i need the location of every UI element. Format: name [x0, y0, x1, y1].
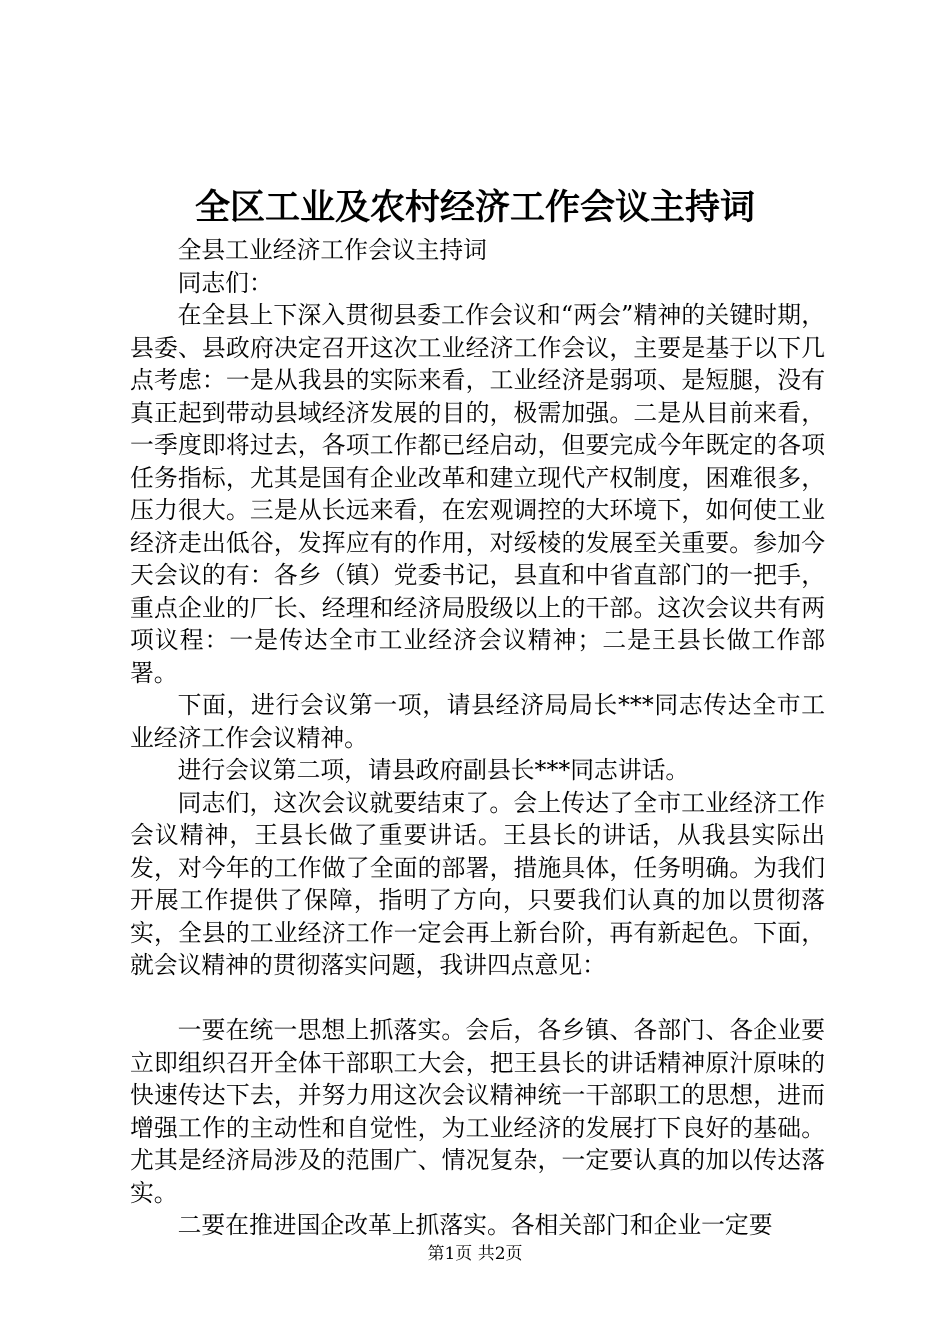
salutation-paragraph: 同志们： [177, 268, 273, 297]
paragraph-spacer [130, 982, 825, 1015]
body-paragraph: 在全县上下深入贯彻县委工作会议和“两会”精神的关键时期，县委、县政府决定召开这次工业经济工作会议，主要是基于以下几点考虑：一是从我县的实际来看，工业经济是弱项、是短腿，没有真正起到带动县域经济发展的目的，极需加强。二是从目前来看，一季度即将过去，各项工作都已经启动，但要完成今年既定的各项任务指标，尤其是国有企业改革和建立现代产权制度，困难很多，压力很大。三是从长远来看，在宏观调控的大环境下，如何使工业经济走出低谷，发挥应有的作用，对绥棱的发展至关重要。参加今天会议的有：各乡（镇）党委书记，县直和中省直部门的一把手，重点企业的厂长、经理和经济局股级以上的干部。这次会议共有两项议程：一是传达全市工业经济会议精神；二是王县长做工作部署。 [130, 301, 825, 687]
page-number-footer: 第1页 共2页 [427, 1244, 523, 1264]
body-paragraph: 二要在推进国企改革上抓落实。各相关部门和企业一定要 [177, 1211, 773, 1239]
body-paragraph: 进行会议第二项，请县政府副县长***同志讲话。 [177, 756, 690, 784]
body-paragraph: 一要在统一思想上抓落实。会后，各乡镇、各部门、各企业要立即组织召开全体干部职工大会，把王县长的讲话精神原汁原味的快速传达下去，并努力用这次会议精神统一干部职工的思想，进而增强工作的主动性和自觉性，为工业经济的发展打下良好的基础。尤其是经济局涉及的范围广、情况复杂，一定要认真的加以传达落实。 [130, 1016, 825, 1207]
subtitle-paragraph: 全县工业经济工作会议主持词 [177, 236, 487, 264]
document-body [130, 234, 825, 1242]
body-paragraph: 同志们，这次会议就要结束了。会上传达了全市工业经济工作会议精神，王县长做了重要讲话。王县长的讲话，从我县实际出发，对今年的工作做了全面的部署，措施具体，任务明确。为我们开展工作提供了保障，指明了方向，只要我们认真的加以贯彻落实，全县的工业经济工作一定会再上新台阶，再有新起色。下面，就会议精神的贯彻落实问题，我讲四点意见： [130, 788, 825, 979]
body-paragraph: 下面，进行会议第一项，请县经济局局长***同志传达全市工业经济工作会议精神。 [130, 691, 825, 752]
document-title: 全区工业及农村经济工作会议主持词 [194, 187, 755, 228]
